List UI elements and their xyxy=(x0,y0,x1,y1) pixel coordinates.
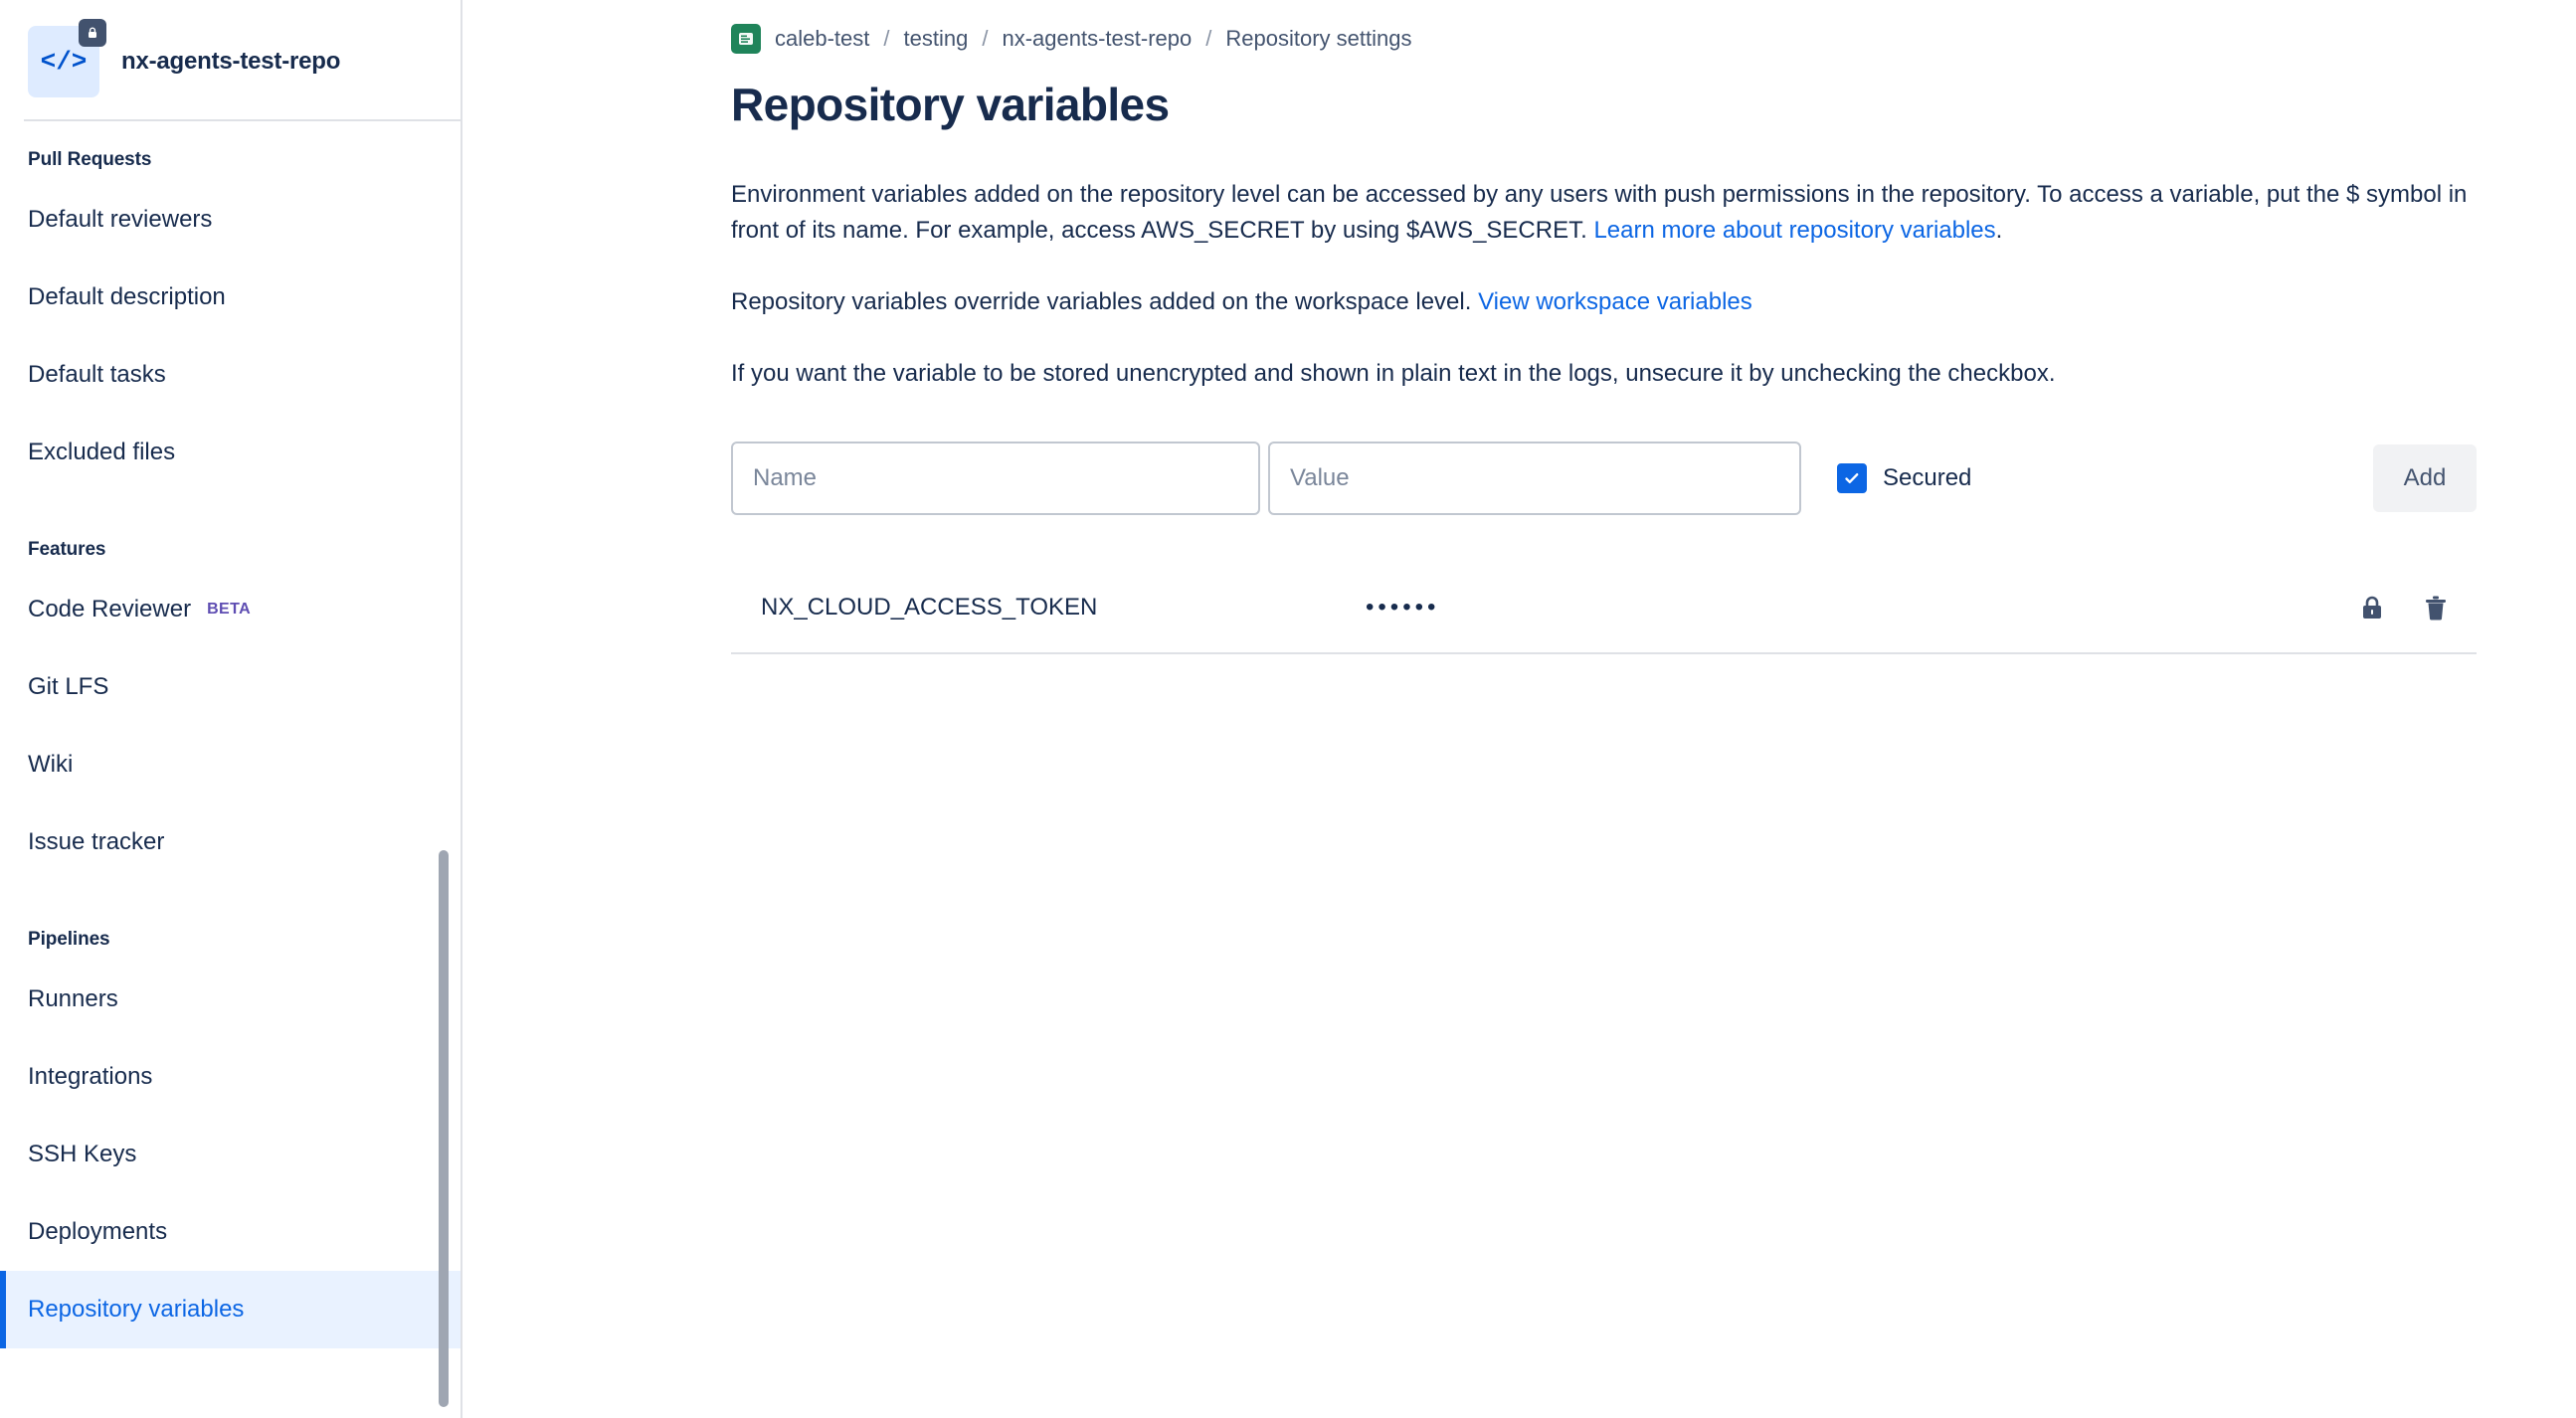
breadcrumb-separator: / xyxy=(1205,26,1212,51)
add-variable-form xyxy=(731,442,2477,515)
variable-name-cell: NX_CLOUD_ACCESS_TOKEN xyxy=(761,594,1098,620)
breadcrumb-separator: / xyxy=(982,26,989,51)
sidebar-item-label: Deployments xyxy=(28,1218,168,1245)
sidebar-spacer xyxy=(0,491,460,525)
breadcrumb xyxy=(731,18,2477,60)
variables-table xyxy=(731,563,2477,654)
sidebar-item-excluded-files[interactable] xyxy=(0,414,460,491)
add-variable-button[interactable]: Add xyxy=(2373,444,2477,512)
secured-checkbox[interactable] xyxy=(1837,463,1867,493)
sidebar-item-runners[interactable] xyxy=(0,961,460,1038)
beta-badge: BETA xyxy=(207,601,252,618)
breadcrumb-item-workspace[interactable]: caleb-test xyxy=(775,26,870,51)
lock-icon xyxy=(79,19,106,47)
sidebar-item-ssh-keys[interactable] xyxy=(0,1116,460,1193)
intro-paragraph xyxy=(731,177,2477,249)
sidebar-item-default-tasks[interactable] xyxy=(0,336,460,414)
learn-more-link[interactable]: Learn more about repository variables xyxy=(1593,217,1996,244)
sidebar-scrollbar[interactable] xyxy=(439,850,449,1407)
view-workspace-variables-link[interactable]: View workspace variables xyxy=(1478,288,1752,315)
content-container xyxy=(462,18,2576,654)
sidebar-item-integrations[interactable] xyxy=(0,1038,460,1116)
sidebar-item-default-description[interactable] xyxy=(0,259,460,336)
sidebar-item-default-reviewers[interactable] xyxy=(0,181,460,259)
sidebar-item-label: Default tasks xyxy=(28,361,166,388)
sidebar-item-label: Runners xyxy=(28,985,118,1012)
sidebar-item-label: Default description xyxy=(28,283,226,310)
breadcrumb-separator: / xyxy=(883,26,890,51)
sidebar-section-pipelines: Pipelines xyxy=(28,929,110,950)
repo-name: nx-agents-test-repo xyxy=(121,48,341,75)
sidebar xyxy=(0,0,462,1418)
sidebar-item-label: Default reviewers xyxy=(28,206,213,233)
sidebar-item-code-reviewer[interactable] xyxy=(0,571,460,648)
sidebar-item-label: Code Reviewer xyxy=(28,596,192,622)
sidebar-item-deployments[interactable] xyxy=(0,1193,460,1271)
variable-value-input[interactable] xyxy=(1268,442,1801,515)
sidebar-item-label: Issue tracker xyxy=(28,828,165,855)
sidebar-item-repository-variables[interactable] xyxy=(0,1271,460,1348)
repo-avatar-glyph: </> xyxy=(40,47,88,77)
repo-icon xyxy=(731,24,761,54)
sidebar-item-label: Integrations xyxy=(28,1063,153,1090)
override-text: Repository variables override variables added on the workspace level. xyxy=(731,288,1472,315)
sidebar-item-issue-tracker[interactable] xyxy=(0,803,460,881)
breadcrumb-item-project[interactable]: testing xyxy=(903,26,969,51)
sidebar-spacer xyxy=(0,881,460,915)
intro-text: Environment variables added on the repository level can be accessed by any users with push permissions in the repository. To access a variable, put the $ symbol in front of its name. For example, access AWS_SECRET by using $AWS_SECRET. xyxy=(731,181,2468,244)
sidebar-section-pull-requests: Pull Requests xyxy=(28,149,152,170)
sidebar-item-label: Excluded files xyxy=(28,439,176,465)
code-icon xyxy=(28,26,99,97)
intro-period: . xyxy=(1995,217,2003,244)
page-title: Repository variables xyxy=(731,79,1170,130)
secured-label: Secured xyxy=(1883,464,1972,491)
sidebar-item-label: Repository variables xyxy=(28,1296,245,1323)
variable-value-cell: •••••• xyxy=(1366,594,1440,620)
breadcrumb-item-repo[interactable]: nx-agents-test-repo xyxy=(1002,26,1193,51)
sidebar-item-label: Git LFS xyxy=(28,673,109,700)
override-paragraph xyxy=(731,284,2477,320)
main-content xyxy=(462,0,2576,1418)
sidebar-item-wiki[interactable] xyxy=(0,726,460,803)
unsecure-paragraph: If you want the variable to be stored unencrypted and shown in plain text in the logs, unsecure it by unchecking the checkbox. xyxy=(731,360,2056,387)
secured-checkbox-group[interactable] xyxy=(1837,463,1971,493)
lock-icon[interactable] xyxy=(2355,591,2389,624)
row-actions xyxy=(2355,591,2471,624)
table-row xyxy=(731,563,2477,654)
sidebar-item-label: Wiki xyxy=(28,751,74,778)
sidebar-section-features: Features xyxy=(28,539,106,560)
breadcrumb-item-current: Repository settings xyxy=(1225,26,1412,51)
repo-header[interactable] xyxy=(0,0,460,119)
trash-icon[interactable] xyxy=(2419,591,2453,624)
sidebar-item-label: SSH Keys xyxy=(28,1141,137,1167)
sidebar-nav xyxy=(0,121,460,1348)
variable-name-input[interactable] xyxy=(731,442,1260,515)
sidebar-item-git-lfs[interactable] xyxy=(0,648,460,726)
